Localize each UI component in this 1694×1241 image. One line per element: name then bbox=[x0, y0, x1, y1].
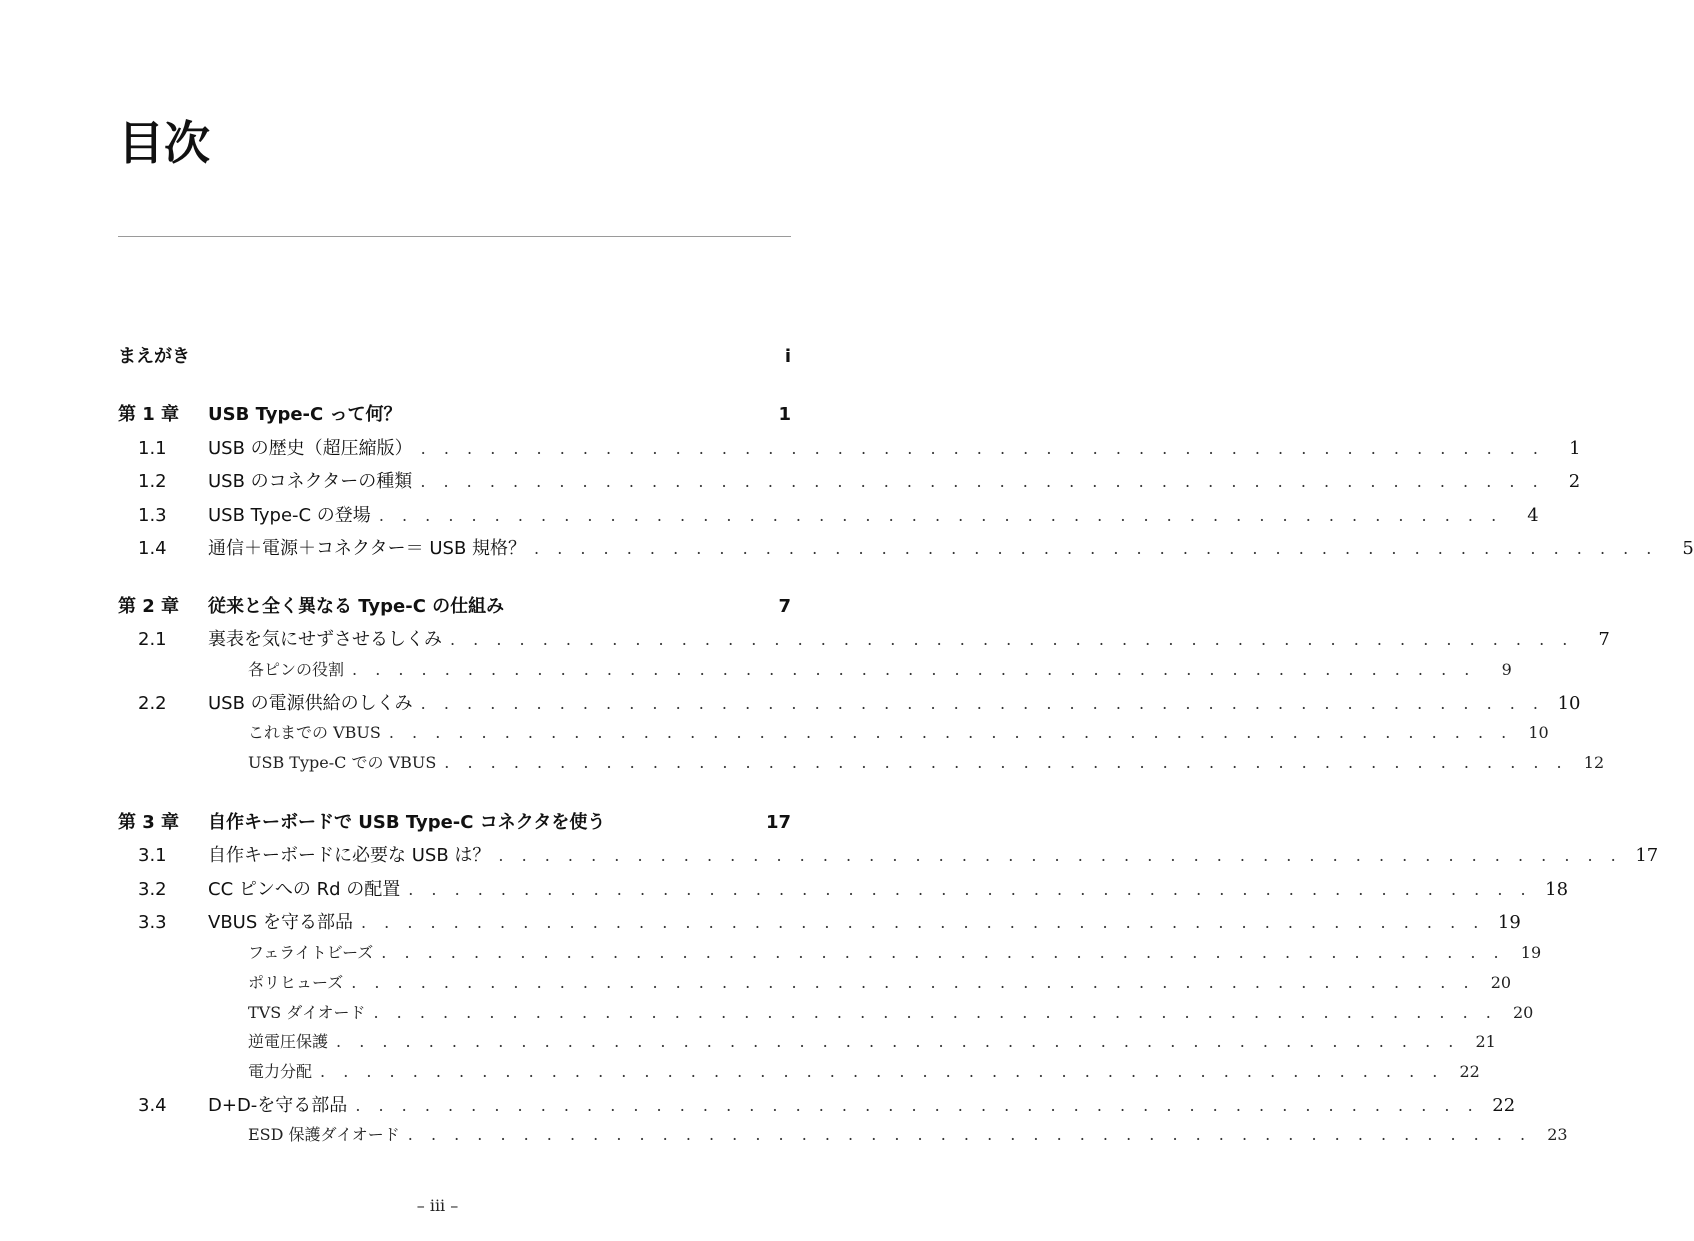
section-title: VBUS を守る部品 bbox=[208, 912, 353, 933]
chapter-number: 第 2 章 bbox=[118, 596, 180, 617]
toc-subsection[interactable] bbox=[118, 1122, 1568, 1145]
toc-section-1-4[interactable] bbox=[118, 534, 1694, 560]
dot-leader: . . . . . . . . . . . . . . . . . . . . . . . . . . . . . . . . . . . . . . . . . . . . . . . . . bbox=[373, 1003, 1498, 1022]
section-number: 3.4 bbox=[138, 1095, 167, 1116]
toc-subsection[interactable] bbox=[118, 1059, 1480, 1082]
subsection-title: 電力分配 bbox=[248, 1062, 313, 1081]
section-page: 17 bbox=[1635, 845, 1659, 866]
toc-section-3-1[interactable] bbox=[118, 841, 1659, 867]
section-page: 10 bbox=[1557, 693, 1581, 714]
subsection-page: 22 bbox=[1459, 1062, 1480, 1081]
toc-section-2-1[interactable] bbox=[118, 625, 1610, 651]
dot-leader: . . . . . . . . . . . . . . . . . . . . . . . . . . . . . . . . . . . . . . . . . . . . . . . . . bbox=[320, 1062, 1444, 1081]
section-title: USB の歴史（超圧縮版） bbox=[208, 438, 413, 459]
section-title: 裏表を気にせずさせるしくみ bbox=[208, 629, 442, 650]
dot-leader: . . . . . . . . . . . . . . . . . . . . . . . . . . . . . . . . . . . . . . . . . . . . . . . . . bbox=[355, 1096, 1480, 1115]
chapter-title: 自作キーボードで USB Type-C コネクタを使う bbox=[208, 812, 606, 833]
section-number: 1.1 bbox=[138, 438, 167, 459]
toc-section-3-2[interactable] bbox=[118, 875, 1569, 901]
toc-subsection[interactable] bbox=[118, 1000, 1534, 1023]
section-title: CC ピンへの Rd の配置 bbox=[208, 879, 401, 900]
section-title: 通信＋電源＋コネクター＝ USB 規格？ bbox=[208, 538, 527, 559]
subsection-title: 逆電圧保護 bbox=[248, 1032, 329, 1051]
toc-subsection[interactable] bbox=[118, 970, 1512, 993]
toc-preface-title: まえがき bbox=[118, 346, 190, 367]
section-number: 1.4 bbox=[138, 538, 167, 559]
subsection-title: USB Type-C での VBUS bbox=[248, 753, 437, 772]
toc-section-1-3[interactable] bbox=[118, 501, 1539, 527]
toc-section-3-3[interactable] bbox=[118, 908, 1521, 934]
section-page: 2 bbox=[1568, 471, 1581, 492]
subsection-title: ESD 保護ダイオード bbox=[248, 1125, 400, 1144]
dot-leader: . . . . . . . . . . . . . . . . . . . . . . . . . . . . . . . . . . . . . . . . . . . . . . . . . bbox=[420, 694, 1545, 713]
toc-section-1-2[interactable] bbox=[118, 467, 1581, 493]
page-number: – iii – bbox=[416, 1196, 459, 1215]
toc-chapter-1[interactable] bbox=[118, 400, 791, 426]
subsection-title: ポリヒューズ bbox=[248, 973, 344, 992]
section-number: 3.3 bbox=[138, 912, 167, 933]
section-number: 3.2 bbox=[138, 879, 167, 900]
section-page: 18 bbox=[1545, 879, 1569, 900]
section-title: USB Type-C の登場 bbox=[208, 505, 371, 526]
chapter-page: 7 bbox=[778, 596, 791, 617]
section-page: 22 bbox=[1492, 1095, 1516, 1116]
toc-chapter-2[interactable] bbox=[118, 592, 791, 618]
dot-leader: . . . . . . . . . . . . . . . . . . . . . . . . . . . . . . . . . . . . . . . . . . . . . . . . . bbox=[360, 913, 1485, 932]
toc-subsection[interactable] bbox=[118, 750, 1605, 773]
section-number: 2.2 bbox=[138, 693, 167, 714]
dot-leader: . . . . . . . . . . . . . . . . . . . . . . . . . . . . . . . . . . . . . . . . . . . . . . . . . bbox=[352, 660, 1476, 679]
chapter-title: 従来と全く異なる Type-C の仕組み bbox=[208, 596, 505, 617]
toc-section-3-4[interactable] bbox=[118, 1091, 1516, 1117]
toc-subsection[interactable] bbox=[118, 940, 1542, 963]
toc-preface[interactable] bbox=[118, 342, 791, 368]
title-divider bbox=[118, 236, 791, 237]
subsection-page: 20 bbox=[1490, 973, 1512, 992]
dot-leader: . . . . . . . . . . . . . . . . . . . . . . . . . . . . . . . . . . . . . . . . . . . . . . . . . bbox=[534, 539, 1658, 558]
subsection-page: 9 bbox=[1501, 660, 1512, 679]
toc-section-2-2[interactable] bbox=[118, 689, 1581, 715]
dot-leader: . . . . . . . . . . . . . . . . . . . . . . . . . . . . . . . . . . . . . . . . . . . . . . . . . bbox=[336, 1032, 1460, 1051]
subsection-title: これまでの VBUS bbox=[248, 723, 381, 742]
dot-leader: . . . . . . . . . . . . . . . . . . . . . . . . . . . . . . . . . . . . . . . . . . . . . . . . . bbox=[450, 630, 1574, 649]
chapter-page: 17 bbox=[765, 812, 791, 833]
chapter-title: USB Type-C って何？ bbox=[208, 404, 402, 425]
page-title: 目次 bbox=[118, 116, 210, 170]
chapter-page: 1 bbox=[778, 404, 791, 425]
dot-leader: . . . . . . . . . . . . . . . . . . . . . . . . . . . . . . . . . . . . . . . . . . . . . . . . . bbox=[420, 439, 1545, 458]
toc-subsection[interactable] bbox=[118, 657, 1512, 680]
subsection-page: 20 bbox=[1512, 1003, 1534, 1022]
dot-leader: . . . . . . . . . . . . . . . . . . . . . . . . . . . . . . . . . . . . . . . . . . . . . . . . . bbox=[351, 973, 1476, 992]
section-number: 2.1 bbox=[138, 629, 167, 650]
chapter-number: 第 3 章 bbox=[118, 812, 180, 833]
section-page: 1 bbox=[1569, 438, 1581, 459]
subsection-page: 21 bbox=[1475, 1032, 1496, 1051]
chapter-number: 第 1 章 bbox=[118, 404, 180, 425]
subsection-page: 10 bbox=[1528, 723, 1549, 742]
toc-subsection[interactable] bbox=[118, 720, 1549, 743]
section-page: 7 bbox=[1598, 629, 1610, 650]
subsection-title: 各ピンの役割 bbox=[248, 660, 345, 679]
section-number: 1.3 bbox=[138, 505, 167, 526]
toc-section-1-1[interactable] bbox=[118, 434, 1581, 460]
toc-preface-page: i bbox=[784, 346, 791, 367]
dot-leader: . . . . . . . . . . . . . . . . . . . . . . . . . . . . . . . . . . . . . . . . . . . . . . . . . bbox=[498, 846, 1623, 865]
toc-chapter-3[interactable] bbox=[118, 808, 791, 834]
dot-leader: . . . . . . . . . . . . . . . . . . . . . . . . . . . . . . . . . . . . . . . . . . . . . . . . . bbox=[420, 472, 1545, 491]
dot-leader: . . . . . . . . . . . . . . . . . . . . . . . . . . . . . . . . . . . . . . . . . . . . . . . . . bbox=[378, 506, 1503, 525]
subsection-page: 12 bbox=[1583, 753, 1605, 772]
section-number: 1.2 bbox=[138, 471, 167, 492]
section-page: 4 bbox=[1527, 505, 1539, 526]
section-title: D+D-を守る部品 bbox=[208, 1095, 348, 1116]
section-page: 19 bbox=[1497, 912, 1521, 933]
subsection-page: 23 bbox=[1547, 1125, 1568, 1144]
section-page: 5 bbox=[1682, 538, 1694, 559]
section-title: 自作キーボードに必要な USB は？ bbox=[208, 845, 491, 866]
subsection-title: フェライトビーズ bbox=[248, 943, 374, 962]
dot-leader: . . . . . . . . . . . . . . . . . . . . . . . . . . . . . . . . . . . . . . . . . . . . . . . . . bbox=[407, 1125, 1532, 1144]
toc-subsection[interactable] bbox=[118, 1029, 1496, 1052]
section-title: USB のコネクターの種類 bbox=[208, 471, 413, 492]
dot-leader: . . . . . . . . . . . . . . . . . . . . . . . . . . . . . . . . . . . . . . . . . . . . . . . . . bbox=[388, 723, 1513, 742]
subsection-title: TVS ダイオード bbox=[248, 1003, 366, 1022]
dot-leader: . . . . . . . . . . . . . . . . . . . . . . . . . . . . . . . . . . . . . . . . . . . . . . . . . bbox=[408, 880, 1533, 899]
section-number: 3.1 bbox=[138, 845, 167, 866]
dot-leader: . . . . . . . . . . . . . . . . . . . . . . . . . . . . . . . . . . . . . . . . . . . . . . . . . bbox=[381, 943, 1506, 962]
subsection-page: 19 bbox=[1520, 943, 1542, 962]
section-title: USB の電源供給のしくみ bbox=[208, 693, 413, 714]
dot-leader: . . . . . . . . . . . . . . . . . . . . . . . . . . . . . . . . . . . . . . . . . . . . . . . . . bbox=[444, 753, 1569, 772]
